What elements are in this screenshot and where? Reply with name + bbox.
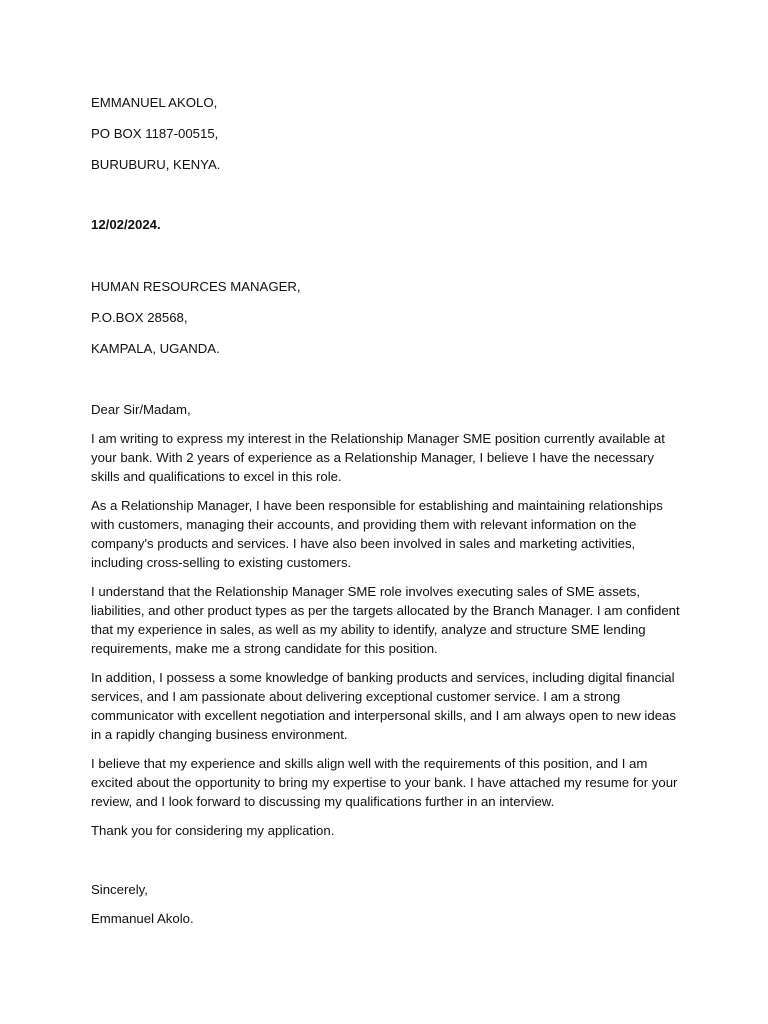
- signature: Emmanuel Akolo.: [91, 911, 194, 926]
- recipient-address: P.O.BOX 28568,: [91, 310, 188, 325]
- body-paragraph-5: I believe that my experience and skills align well with the requirements of this position, and I am excited about the opportunity to bring my expertise to your bank. I have attached my resume for your review, and I look forward to discussing my qualifications further in an interview.: [91, 756, 678, 809]
- body-paragraph-2: As a Relationship Manager, I have been responsible for establishing and maintaining relationships with customers, managing their accounts, and providing them with relevant information on the company's products and services. I have also been involved in sales and marketing activities, including cross-selling to existing customers.: [91, 498, 663, 570]
- salutation: Dear Sir/Madam,: [91, 402, 191, 417]
- body-paragraph-6: Thank you for considering my application.: [91, 823, 335, 838]
- sender-name: EMMANUEL AKOLO,: [91, 95, 218, 110]
- recipient-title: HUMAN RESOURCES MANAGER,: [91, 279, 301, 294]
- recipient-city: KAMPALA, UGANDA.: [91, 341, 220, 356]
- closing: Sincerely,: [91, 882, 148, 897]
- sender-address: PO BOX 1187-00515,: [91, 126, 219, 141]
- sender-city: BURUBURU, KENYA.: [91, 157, 221, 172]
- cover-letter: [91, 93, 681, 928]
- body-paragraph-4: In addition, I possess a some knowledge of banking products and services, including digital financial services, and I am passionate about delivering exceptional customer service. I am a strong communicator with excellent negotiation and interpersonal skills, and I am always open to new ideas in a rapidly changing business environment.: [91, 670, 676, 742]
- body-paragraph-1: I am writing to express my interest in the Relationship Manager SME position currently available at your bank. With 2 years of experience as a Relationship Manager, I believe I have the necessary skills and qualifications to excel in this role.: [91, 431, 665, 484]
- recipient-block: [91, 277, 681, 358]
- body-paragraph-3: I understand that the Relationship Manager SME role involves executing sales of SME assets, liabilities, and other product types as per the targets allocated by the Branch Manager. I am confident that my experience in sales, as well as my ability to identify, analyze and structure SME lending requirements, make me a strong candidate for this position.: [91, 584, 680, 656]
- letter-date: 12/02/2024.: [91, 217, 161, 232]
- sender-block: [91, 93, 681, 174]
